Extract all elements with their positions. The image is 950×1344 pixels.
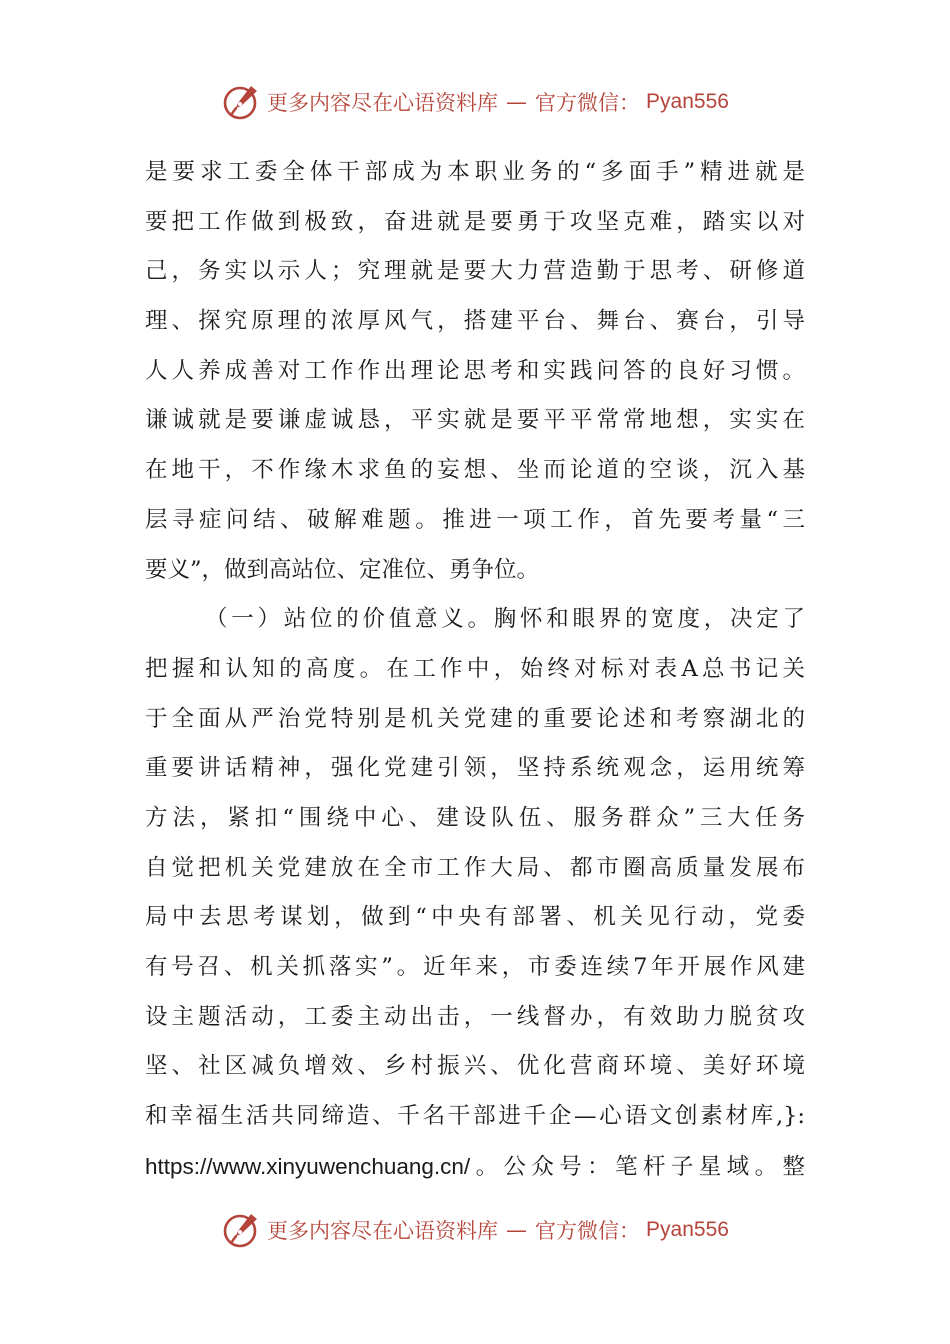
body-line: 人人养成善对工作作出理论思考和实践问答的良好习惯。 — [145, 357, 805, 384]
body-line: 把握和认知的高度。在工作中，始终对标对表A总书记关 — [145, 655, 805, 682]
banner-main-text: 更多内容尽在心语资料库 — [267, 91, 499, 115]
body-line: 是要求工委全体干部成为本职业务的“多面手”精进就是 — [145, 159, 805, 185]
body-line: 己，务实以示人；究理就是要大力营造勤于思考、研修道 — [145, 258, 805, 285]
banner-official-label: 官方微信： — [535, 1219, 641, 1243]
body-line: 谦诚就是要谦虚诚恳，平实就是要平平常常地想，实实在 — [145, 407, 805, 434]
body-line: 设主题活动，工委主动出击，一线督办，有效助力脱贫攻 — [145, 1003, 805, 1030]
body-line: 要义”，做到高站位、定准位、勇争位。 — [145, 556, 540, 583]
body-line: 和幸福生活共同缔造、千名干部进千企—心语文创素材库,}: — [145, 1103, 805, 1130]
body-line: 层寻症问结、破解难题。推进一项工作，首先要考量“三 — [145, 506, 805, 533]
footer-banner — [0, 1208, 950, 1252]
body-line: 理、探究原理的浓厚风气，搭建平台、舞台、赛台，引导 — [145, 308, 805, 335]
section-heading-line: （一）站位的价值意义。胸怀和眼界的宽度，决定了 — [205, 606, 805, 633]
body-line: 局中去思考谋划，做到“中央有部署、机关见行动，党委 — [145, 904, 805, 931]
body-line: 要把工作做到极致，奋进就是要勇于攻坚克难，踏实以对 — [145, 208, 805, 235]
body-line: 有号召、机关抓落实”。近年来，市委连续7年开展作风建 — [145, 954, 805, 980]
document-body — [145, 148, 805, 1191]
body-line: 自觉把机关党建放在全市工作大局、都市圈高质量发展布 — [145, 854, 805, 881]
body-line: 在地干，不作缘木求鱼的妄想、坐而论道的空谈，沉入基 — [145, 457, 805, 484]
url-line: https://www.xinyuwenchuang.cn/。公众号：笔杆子星域。整 — [145, 1153, 805, 1179]
banner-dash: — — [506, 90, 528, 114]
pen-nib-circle-icon — [221, 1210, 261, 1250]
banner-official-label: 官方微信： — [535, 91, 641, 115]
banner-main-text: 更多内容尽在心语资料库 — [267, 1219, 499, 1243]
banner-account: Pyan556 — [646, 1218, 729, 1241]
header-banner — [0, 80, 950, 124]
banner-account: Pyan556 — [646, 90, 729, 113]
pen-nib-circle-icon — [221, 82, 261, 122]
body-line: 方法，紧扣“围绕中心、建设队伍、服务群众”三大任务 — [145, 804, 805, 831]
banner-dash: — — [506, 1218, 528, 1242]
body-line: 重要讲话精神，强化党建引领，坚持系统观念，运用统筹 — [145, 755, 805, 782]
body-line: 于全面从严治党特别是机关党建的重要论述和考察湖北的 — [145, 705, 805, 732]
body-line: 坚、社区减负增效、乡村振兴、优化营商环境、美好环境 — [145, 1053, 805, 1080]
